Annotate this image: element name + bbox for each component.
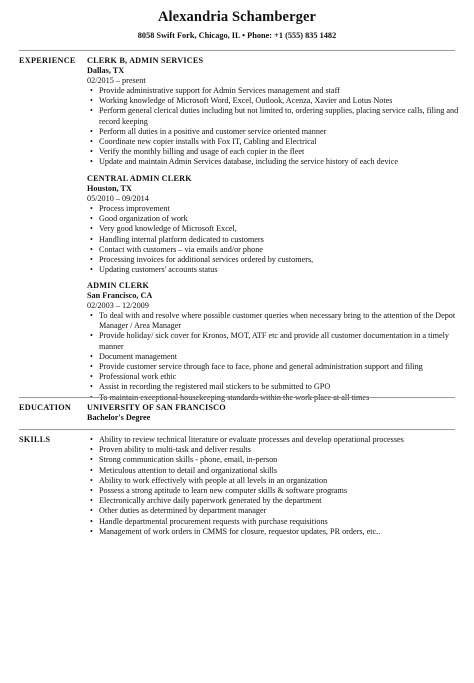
- skill-item: • Possess a strong aptitude to learn new computer skills & software programs: [87, 486, 459, 496]
- job-bullet: • Update and maintain Admin Services database, including the service history of each device: [87, 157, 459, 167]
- school-name: UNIVERSITY OF SAN FRANCISCO: [87, 403, 226, 412]
- skill-item: • Handle departmental procurement requests with purchase requisitions: [87, 517, 459, 527]
- resume-header: [0, 9, 474, 41]
- job-bullet: • Contact with customers – via emails and/or phone: [87, 245, 459, 255]
- job-bullet: • Provide administrative support for Admin Services management and staff: [87, 86, 459, 96]
- job-location: San Francisco, CA: [87, 291, 153, 300]
- degree: Bachelor's Degree: [87, 413, 151, 422]
- job-entry: [87, 281, 459, 403]
- job-bullet: • Process improvement: [87, 204, 459, 214]
- skill-item: • Proven ability to multi-task and deliver results: [87, 445, 459, 455]
- job-bullet: • Assist in recording the registered mail stickers to be submitted to GPO: [87, 382, 459, 392]
- education-entry: [87, 403, 459, 423]
- job-title: ADMIN CLERK: [87, 281, 150, 290]
- job-bullet: • Verify the monthly billing and usage of each copier in the fleet: [87, 147, 459, 157]
- job-bullet-list: [87, 204, 459, 275]
- job-bullet: • Provide customer service through face to face, phone and general administration support and filing: [87, 362, 459, 372]
- job-bullet: • Handling internal platform dedicated to customers: [87, 235, 459, 245]
- job-bullet: • Coordinate new copier installs with Fox IT, Cabling and Electrical: [87, 137, 459, 147]
- skill-item: • Ability to review technical literature or evaluate processes and develop operational processes: [87, 435, 459, 445]
- skills-list: [87, 435, 459, 537]
- job-entry: [87, 56, 459, 168]
- section-divider: [19, 429, 455, 430]
- job-bullet: • Document management: [87, 352, 459, 362]
- job-entry: [87, 174, 459, 275]
- job-title: CLERK B, ADMIN SERVICES: [87, 56, 204, 65]
- job-dates: 02/2003 – 12/2009: [87, 301, 149, 310]
- job-location: Houston, TX: [87, 184, 132, 193]
- job-bullet: • Very good knowledge of Microsoft Excel,: [87, 224, 459, 234]
- skills-entry: [87, 435, 459, 537]
- job-dates: 02/2015 – present: [87, 76, 146, 85]
- skill-item: • Ability to work effectively with people at all levels in an organization: [87, 476, 459, 486]
- skill-item: • Strong communication skills - phone, email, in-person: [87, 455, 459, 465]
- job-dates: 05/2010 – 09/2014: [87, 194, 149, 203]
- job-bullet-list: [87, 311, 459, 403]
- job-bullet: • Perform all duties in a positive and customer service oriented manner: [87, 127, 459, 137]
- job-bullet: • Provide holiday/ sick cover for Kronos, MOT, ATF etc and provide all customer documentation in a timely manner: [87, 331, 459, 351]
- candidate-name: Alexandria Schamberger: [157, 9, 317, 25]
- job-bullet: • Updating customers' accounts status: [87, 265, 459, 275]
- section-label-experience: EXPERIENCE: [19, 56, 76, 65]
- job-bullet: • Working knowledge of Microsoft Word, Excel, Outlook, Acenza, Xavier and Lotus Notes: [87, 96, 459, 106]
- contact-line: 8058 Swift Fork, Chicago, IL • Phone: +1 (555) 835 1482: [137, 31, 337, 40]
- section-label-education: EDUCATION: [19, 403, 72, 412]
- job-bullet: • Good organization of work: [87, 214, 459, 224]
- job-title: CENTRAL ADMIN CLERK: [87, 174, 192, 183]
- skill-item: • Management of work orders in CMMS for closure, requestor updates, PR orders, etc..: [87, 527, 459, 537]
- job-bullet: • Perform general clerical duties including but not limited to, ordering supplies, placing service calls, filing and record keeping: [87, 106, 459, 126]
- section-divider: [19, 397, 455, 398]
- section-label-skills: SKILLS: [19, 435, 51, 444]
- job-bullet: • Professional work ethic: [87, 372, 459, 382]
- skill-item: • Other duties as determined by department manager: [87, 506, 459, 516]
- job-bullet-list: [87, 86, 459, 168]
- job-bullet: • Processing invoices for additional services ordered by customers,: [87, 255, 459, 265]
- job-bullet: • To maintain exceptional housekeeping standards within the work place at all times: [87, 393, 459, 403]
- skill-item: • Meticulous attention to detail and organizational skills: [87, 466, 459, 476]
- job-bullet: • To deal with and resolve where possible customer queries when necessary bring to the attention of the Depot Manager / Area Manager: [87, 311, 459, 331]
- header-divider: [19, 50, 455, 51]
- job-location: Dallas, TX: [87, 66, 125, 75]
- skill-item: • Electronically archive daily paperwork generated by the department: [87, 496, 459, 506]
